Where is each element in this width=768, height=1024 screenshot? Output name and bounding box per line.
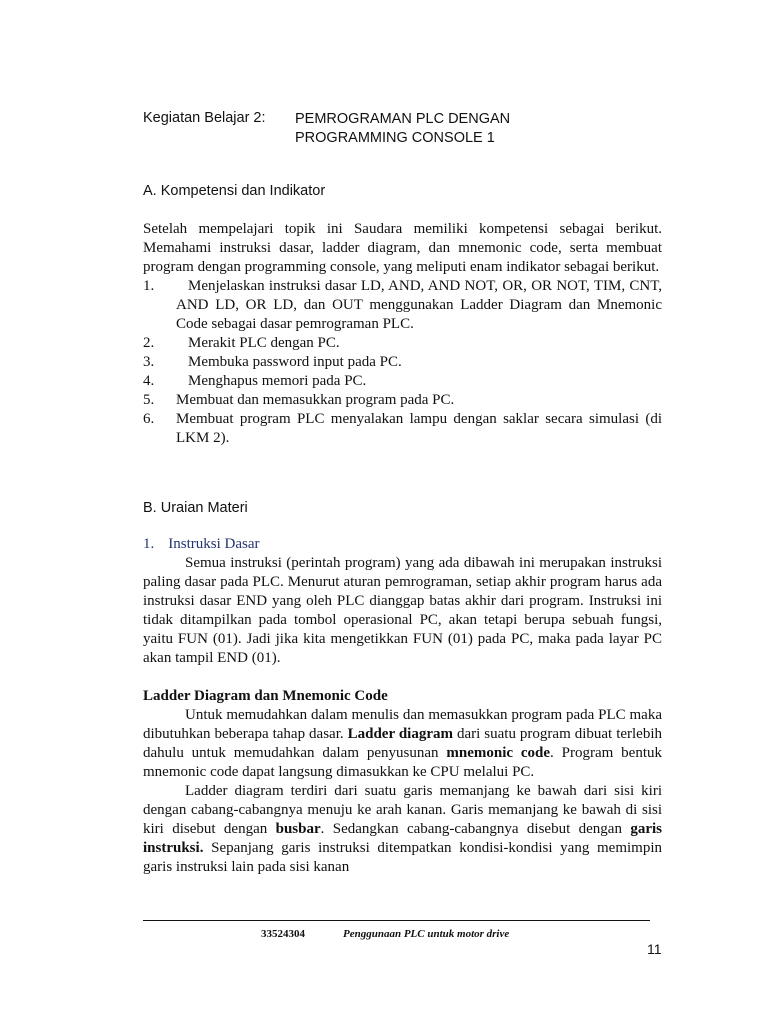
list-item-number: 3. <box>143 354 155 370</box>
list-item-number: 4. <box>143 373 155 389</box>
indicator-list <box>143 277 662 448</box>
section-a-title: A. Kompetensi dan Indikator <box>143 183 326 199</box>
page-number: 11 <box>647 941 662 957</box>
subsection-heading <box>143 535 662 554</box>
list-item <box>143 372 662 391</box>
list-item-number: 2. <box>143 335 155 351</box>
lesson-label: Kegiatan Belajar 2: <box>143 110 266 126</box>
text-run: Ladder diagram terdiri dari suatu garis memanjang ke bawah dari sisi kiri dengan cabang-cabangnya menuju ke arah kanan. Garis memanjang ke bawah di sisi kiri disebut dengan <box>143 783 662 837</box>
paragraph-instruksi: Semua instruksi (perintah program) yang ada dibawah ini merupakan instruksi paling dasar pada PLC. Menurut aturan pemrograman, setiap akhir program harus ada instruksi dasar END yang oleh PLC dianggap batas akhir dari program. Instruksi ini tidak ditampilkan pada tombol operasional PC, akan tetapi berupa sebuah fungsi, yaitu FUN (01). Jadi jika kita mengetikkan FUN (01) pada PC, maka pada layar PC akan tampil END (01). <box>143 555 662 666</box>
list-item <box>143 277 662 334</box>
paragraph-ladder-2 <box>143 782 662 877</box>
text-run: Untuk memudahkan dalam menulis dan memasukkan program pada PLC maka dibutuhkan beberapa tahap dasar. <box>143 707 662 742</box>
list-item-number: 6. <box>143 411 155 427</box>
text-run: . Program bentuk mnemonic code dapat langsung dimasukkan ke CPU melalui PC. <box>143 745 662 780</box>
footer-title: Penggunaan PLC untuk motor drive <box>343 928 510 940</box>
list-item-number: 1. <box>143 278 155 294</box>
list-item-text: Menghapus memori pada PC. <box>188 373 367 389</box>
section-b-title: B. Uraian Materi <box>143 500 248 516</box>
section-a-intro: Setelah mempelajari topik ini Saudara memiliki kompetensi sebagai berikut. Memahami instruksi dasar, ladder diagram, dan mnemonic code, serta membuat program dengan programming console, yang meliputi enam indikator sebagai berikut. <box>143 221 662 275</box>
subsection-number: 1. <box>143 536 155 552</box>
section-b-body <box>143 535 662 877</box>
footer-divider <box>143 920 650 921</box>
list-item <box>143 334 662 353</box>
section-a-body <box>143 220 662 448</box>
lesson-title-line2: PROGRAMMING CONSOLE 1 <box>295 130 495 146</box>
list-item-number: 5. <box>143 392 155 408</box>
bold-term: garis instruksi. <box>143 821 662 856</box>
list-item <box>143 353 662 372</box>
list-item <box>143 410 662 448</box>
text-run: Sepanjang garis instruksi ditempatkan kondisi-kondisi yang memimpin garis instruksi lain pada sisi kanan <box>143 840 662 875</box>
list-item-text: Membuat program PLC menyalakan lampu dengan saklar secara simulasi (di LKM 2). <box>176 411 662 446</box>
list-item-text: Merakit PLC dengan PC. <box>188 335 340 351</box>
lesson-title <box>295 110 510 148</box>
list-item-text: Membuat dan memasukkan program pada PC. <box>176 392 455 408</box>
subsection-title: Instruksi Dasar <box>168 536 260 552</box>
paragraph-ladder-1 <box>143 706 662 782</box>
subheading-ladder: Ladder Diagram dan Mnemonic Code <box>143 688 388 704</box>
text-run: . Sedangkan cabang-cabangnya disebut dengan <box>320 821 631 837</box>
list-item <box>143 391 662 410</box>
bold-term: Ladder diagram <box>347 726 453 742</box>
list-item-text: Menjelaskan instruksi dasar LD, AND, AND NOT, OR, OR NOT, TIM, CNT, AND LD, OR LD, dan OUT menggunakan Ladder Diagram dan Mnemonic Code sebagai dasar pemrograman PLC. <box>176 278 662 332</box>
bold-term: mnemonic code <box>446 745 551 761</box>
list-item-text: Membuka password input pada PC. <box>188 354 402 370</box>
lesson-title-line1: PEMROGRAMAN PLC DENGAN <box>295 111 511 127</box>
bold-term: busbar <box>275 821 321 837</box>
footer-code: 33524304 <box>261 928 305 940</box>
text-run: dari suatu program dibuat terlebih dahulu untuk memudahkan dalam penyusunan <box>143 726 663 761</box>
